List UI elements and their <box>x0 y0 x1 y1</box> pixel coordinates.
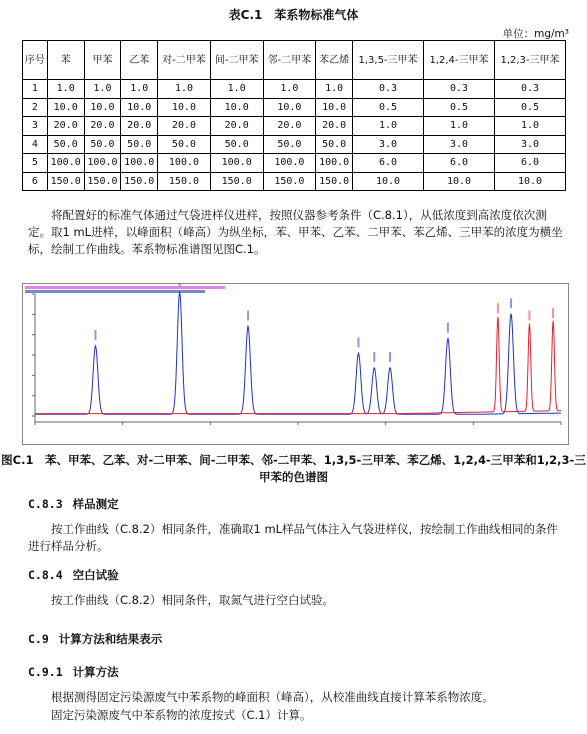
table-cell: 100.0 <box>158 154 211 173</box>
peak-label-marker <box>94 330 96 340</box>
table-cell: 20.0 <box>263 117 316 136</box>
trace-info-bar <box>25 290 205 293</box>
table-cell: 1.0 <box>210 80 263 99</box>
table-row <box>23 80 566 99</box>
table-cell: 1.0 <box>121 80 158 99</box>
table-header-row <box>23 41 566 80</box>
table-cell: 100.0 <box>47 154 84 173</box>
chromatogram-figure <box>22 283 569 445</box>
table-cell: 10.0 <box>210 98 263 117</box>
table-cell: 0.5 <box>424 98 495 117</box>
peak-label-marker <box>179 284 181 286</box>
table-cell: 0.5 <box>494 98 565 117</box>
table-cell: 0.5 <box>353 98 424 117</box>
table-cell: 0.3 <box>424 80 495 99</box>
table-cell: 20.0 <box>316 117 353 136</box>
table-cell: 1.0 <box>316 80 353 99</box>
figure-caption: 图C.1 苯、甲苯、乙苯、对-二甲苯、间-二甲苯、邻-二甲苯、1,3,5-三甲苯、苯乙烯、1,2,4-三甲苯和1,2,3-三甲苯的色谱图 <box>1 453 586 484</box>
table-cell: 3 <box>23 117 48 136</box>
section-heading-c9 <box>28 631 162 647</box>
table-cell: 6 <box>23 172 48 191</box>
table-cell: 20.0 <box>210 117 263 136</box>
table-cell: 50.0 <box>316 135 353 154</box>
final-line: 固定污染源废气中苯系物的浓度按式（C.1）计算。 <box>51 708 312 722</box>
section-number: C.9 <box>28 632 49 646</box>
column-header: 间-二甲苯 <box>210 41 263 80</box>
table-cell: 10.0 <box>424 172 495 191</box>
table-cell: 50.0 <box>210 135 263 154</box>
peak-label-marker <box>528 311 530 321</box>
table-cell: 0.3 <box>494 80 565 99</box>
column-header: 1,3,5-三甲苯 <box>353 41 424 80</box>
table-cell: 150.0 <box>210 172 263 191</box>
table-cell: 10.0 <box>84 98 121 117</box>
column-header: 1,2,3-三甲苯 <box>494 41 565 80</box>
section-title: 空白试验 <box>72 568 119 582</box>
table-cell: 150.0 <box>316 172 353 191</box>
column-header: 1,2,4-三甲苯 <box>424 41 495 80</box>
table-row <box>23 172 566 191</box>
table-cell: 10.0 <box>121 98 158 117</box>
table-row <box>23 117 566 136</box>
table-cell: 50.0 <box>263 135 316 154</box>
table-cell: 1 <box>23 80 48 99</box>
table-cell: 3.0 <box>353 135 424 154</box>
peak-label-marker <box>373 352 375 362</box>
table-cell: 10.0 <box>316 98 353 117</box>
section-number: C.9.1 <box>28 665 63 679</box>
section-body-c91: 根据测得固定污染源废气中苯系物的峰面积（峰高），从校准曲线直接计算苯系物浓度。 <box>51 690 494 704</box>
section-heading-c83 <box>28 496 119 512</box>
table-cell: 1.0 <box>494 117 565 136</box>
standard-gas-table <box>22 40 566 191</box>
table-cell: 1.0 <box>263 80 316 99</box>
section-body-c83: 按工作曲线（C.8.2）相同条件，准确取1 mL样品气体注入气袋进样仪，按绘制工作曲线相同的条件进行样品分析。 <box>28 522 559 553</box>
table-cell: 4 <box>23 135 48 154</box>
table-cell: 2 <box>23 98 48 117</box>
table-cell: 150.0 <box>84 172 121 191</box>
table-cell: 10.0 <box>263 98 316 117</box>
section-number: C.8.3 <box>28 497 63 511</box>
table-cell: 0.3 <box>353 80 424 99</box>
peak-label-marker <box>552 308 554 318</box>
table-cell: 1.0 <box>47 80 84 99</box>
table-row <box>23 154 566 173</box>
table-cell: 100.0 <box>263 154 316 173</box>
table-cell: 1.0 <box>424 117 495 136</box>
peak-label-marker <box>447 323 449 333</box>
column-header: 邻-二甲苯 <box>263 41 316 80</box>
table-cell: 50.0 <box>47 135 84 154</box>
table-row <box>23 98 566 117</box>
table-cell: 50.0 <box>158 135 211 154</box>
section-heading-c84 <box>28 567 119 583</box>
table-cell: 20.0 <box>121 117 158 136</box>
table-cell: 150.0 <box>47 172 84 191</box>
section-title: 计算方法 <box>72 665 119 679</box>
table-row <box>23 135 566 154</box>
table-cell: 50.0 <box>84 135 121 154</box>
table-cell: 5 <box>23 154 48 173</box>
column-header: 对-二甲苯 <box>158 41 211 80</box>
table-cell: 10.0 <box>47 98 84 117</box>
chromatogram-plot <box>23 284 568 444</box>
table-unit: 单位：mg/m³ <box>502 28 569 40</box>
section-body-c84: 按工作曲线（C.8.2）相同条件，取氮气进行空白试验。 <box>51 593 334 607</box>
trace-info-bar <box>25 286 225 289</box>
table-cell: 3.0 <box>424 135 495 154</box>
section-number: C.8.4 <box>28 568 63 582</box>
column-header: 甲苯 <box>84 41 121 80</box>
table-cell: 6.0 <box>494 154 565 173</box>
table-cell: 6.0 <box>353 154 424 173</box>
table-cell: 100.0 <box>84 154 121 173</box>
table-cell: 3.0 <box>494 135 565 154</box>
table-cell: 1.0 <box>158 80 211 99</box>
section-title: 计算方法和结果表示 <box>58 632 163 646</box>
trace-blue <box>35 292 561 414</box>
column-header: 苯乙烯 <box>316 41 353 80</box>
column-header: 乙苯 <box>121 41 158 80</box>
table-title: 表C.1 苯系物标准气体 <box>228 8 359 22</box>
column-header: 苯 <box>47 41 84 80</box>
table-cell: 1.0 <box>84 80 121 99</box>
table-cell: 20.0 <box>47 117 84 136</box>
peak-label-marker <box>357 337 359 347</box>
peak-label-marker <box>247 311 249 321</box>
table-cell: 6.0 <box>424 154 495 173</box>
table-cell: 150.0 <box>121 172 158 191</box>
table-cell: 20.0 <box>158 117 211 136</box>
table-cell: 100.0 <box>121 154 158 173</box>
table-cell: 100.0 <box>210 154 263 173</box>
table-cell: 1.0 <box>353 117 424 136</box>
table-cell: 150.0 <box>158 172 211 191</box>
table-cell: 50.0 <box>121 135 158 154</box>
section-title: 样品测定 <box>72 497 119 511</box>
table-cell: 10.0 <box>353 172 424 191</box>
trace-red <box>35 317 561 414</box>
table-body <box>23 80 566 191</box>
peak-label-marker <box>497 303 499 313</box>
section-heading-c91 <box>28 664 119 680</box>
table-cell: 20.0 <box>84 117 121 136</box>
table-cell: 100.0 <box>316 154 353 173</box>
table-cell: 10.0 <box>158 98 211 117</box>
peak-label-marker <box>389 352 391 362</box>
intro-paragraph: 将配置好的标准气体通过气袋进样仪进样，按照仪器参考条件（C.8.1），从低浓度到高浓度依次测定。取1 mL进样，以峰面积（峰高）为纵坐标，苯、甲苯、乙苯、二甲苯、苯乙烯、三甲苯的浓度为横坐标，绘制工作曲线。苯系物标准谱图见图C.1。 <box>28 208 563 256</box>
peak-label-marker <box>510 298 512 308</box>
column-header: 序号 <box>23 41 48 80</box>
table-cell: 10.0 <box>494 172 565 191</box>
table-cell: 150.0 <box>263 172 316 191</box>
